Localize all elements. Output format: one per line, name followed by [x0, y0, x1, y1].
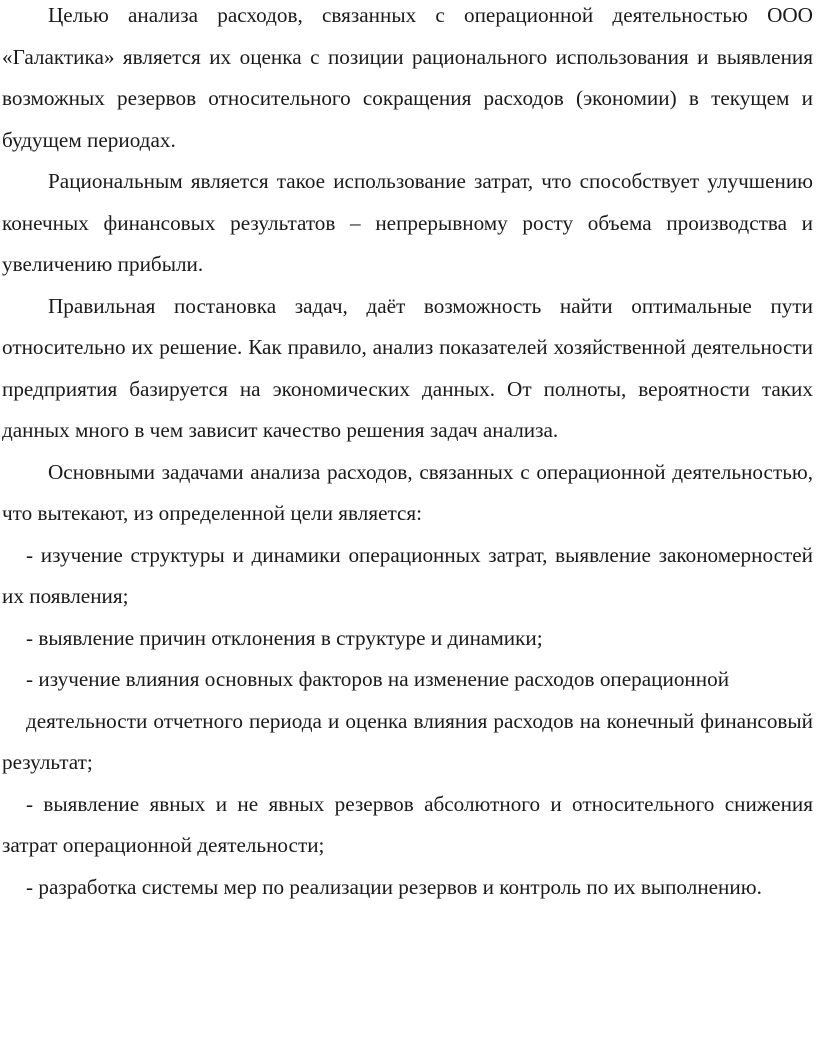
list-item: - изучение влияния основных факторов на изменение расходов операционной	[26, 667, 730, 691]
list-item: - выявление явных и не явных резервов абсолютного и относительного снижения затрат операционной деятельности;	[2, 791, 813, 857]
paragraph-main-tasks: Основными задачами анализа расходов, связанных с операционной деятельностью, что вытекают, из определенной цели является:	[2, 459, 813, 525]
list-item: - разработка системы мер по реализации резервов и контроль по их выполнению.	[26, 874, 762, 899]
paragraph-task-setting: Правильная постановка задач, даёт возможность найти оптимальные пути относительно их решение. Как правило, анализ показателей хозяйственной деятельности предприятия базируется на экономических данных. От полноты, вероятности таких данных много в чем зависит качество решения задач анализа.	[2, 293, 813, 442]
list-item-continuation: деятельности отчетного периода и оценка влияния расходов на конечный финансовый результат;	[2, 708, 813, 774]
paragraph-goal: Целью анализа расходов, связанных с операционной деятельностью ООО «Галактика» является их оценка с позиции рационального использования и выявления возможных резервов относительного сокращения расходов (экономии) в текущем и будущем периодах.	[2, 3, 813, 152]
list-item: - выявление причин отклонения в структуре и динамики;	[26, 625, 543, 650]
list-item: - изучение структуры и динамики операционных затрат, выявление закономерностей их появления;	[2, 542, 813, 608]
paragraph-rational-use: Рациональным является такое использование затрат, что способствует улучшению конечных финансовых результатов – непрерывному росту объема производства и увеличению прибыли.	[2, 169, 813, 276]
